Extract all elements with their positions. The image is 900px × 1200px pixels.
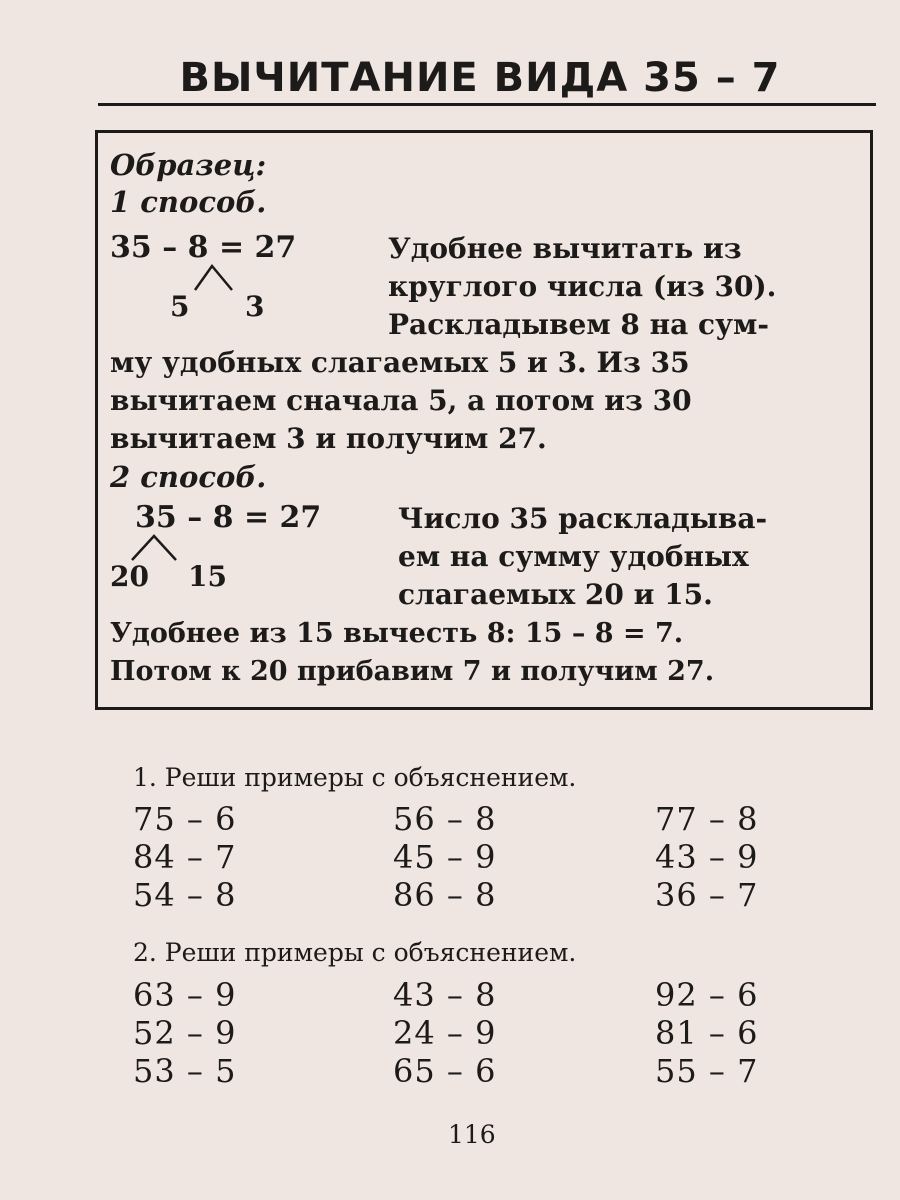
task1-example: 36 – 7	[655, 876, 759, 914]
page-number: 116	[448, 1120, 496, 1149]
sample-heading: Образец:	[110, 148, 267, 182]
task2-example: 43 – 8	[393, 976, 497, 1014]
task2-example: 81 – 6	[655, 1014, 759, 1052]
method1-equation: 35 – 8 = 27	[110, 230, 297, 265]
method2-part-2: 15	[188, 560, 227, 593]
task2-title: 2. Реши примеры с объяснением.	[133, 938, 577, 967]
task1-example: 56 – 8	[393, 800, 497, 838]
page-title: ВЫЧИТАНИЕ ВИДА 35 – 7	[179, 55, 781, 101]
task2-example: 53 – 5	[133, 1052, 237, 1090]
method1-part-1: 5	[170, 290, 190, 323]
method1-text-line: круглого числа (из 30).	[388, 270, 777, 303]
task1-example: 75 – 6	[133, 800, 237, 838]
method2-part-1: 20	[110, 560, 149, 593]
task2-example: 65 – 6	[393, 1052, 497, 1090]
task1-example: 86 – 8	[393, 876, 497, 914]
method1-part-2: 3	[245, 290, 265, 323]
method1-decomposition-branch	[190, 262, 250, 292]
task1-example: 77 – 8	[655, 800, 759, 838]
task2-example: 52 – 9	[133, 1014, 237, 1052]
task1-example: 54 – 8	[133, 876, 237, 914]
task2-example: 92 – 6	[655, 976, 759, 1014]
method2-text-line: ем на сумму удобных	[398, 540, 749, 573]
task2-example: 63 – 9	[133, 976, 237, 1014]
task2-example: 55 – 7	[655, 1052, 759, 1090]
method2-equation: 35 – 8 = 27	[135, 500, 322, 535]
method2-text-line: Число 35 раскладыва-	[398, 502, 768, 535]
task2-example: 24 – 9	[393, 1014, 497, 1052]
method2-conclusion-line: Потом к 20 прибавим 7 и получим 27.	[110, 656, 715, 687]
method2-conclusion-line: Удобнее из 15 вычесть 8: 15 – 8 = 7.	[110, 618, 684, 649]
method2-decomposition-branch	[128, 530, 188, 562]
method2-label: 2 способ.	[110, 460, 267, 494]
method1-text-line: Удобнее вычитать из	[388, 232, 742, 265]
method1-text-line: Раскладывем 8 на сум-	[388, 308, 769, 341]
title-underline	[98, 103, 876, 106]
task1-example: 45 – 9	[393, 838, 497, 876]
task1-example: 43 – 9	[655, 838, 759, 876]
method1-text-line: вычитаем 3 и получим 27.	[110, 422, 547, 455]
method1-label: 1 способ.	[110, 185, 267, 219]
method1-text-line: вычитаем сначала 5, а потом из 30	[110, 384, 692, 417]
task1-title: 1. Реши примеры с объяснением.	[133, 763, 577, 792]
method2-text-line: слагаемых 20 и 15.	[398, 578, 713, 611]
method1-text-line: му удобных слагаемых 5 и 3. Из 35	[110, 346, 690, 379]
task1-example: 84 – 7	[133, 838, 237, 876]
